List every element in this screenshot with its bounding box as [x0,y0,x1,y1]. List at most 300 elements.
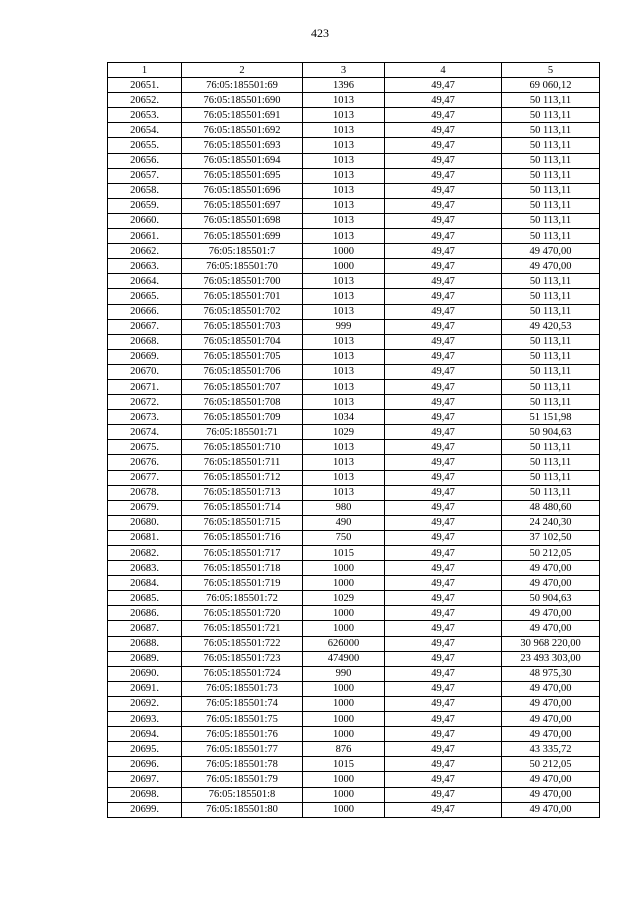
table-row [108,274,600,289]
rate-cell: 49,47 [385,757,502,772]
table-row [108,530,600,545]
rate-cell: 49,47 [385,153,502,168]
row-number-cell: 20655. [108,138,182,153]
column-header: 5 [502,63,600,78]
amount-cell: 49 470,00 [502,576,600,591]
table-row [108,802,600,817]
amount-cell: 50 113,11 [502,93,600,108]
rate-cell: 49,47 [385,772,502,787]
cadastral-number-cell: 76:05:185501:78 [182,757,303,772]
area-cell: 1013 [303,395,385,410]
rate-cell: 49,47 [385,621,502,636]
cadastral-number-cell: 76:05:185501:696 [182,183,303,198]
area-cell: 1013 [303,364,385,379]
row-number-cell: 20693. [108,712,182,727]
amount-cell: 37 102,50 [502,530,600,545]
rate-cell: 49,47 [385,108,502,123]
area-cell: 1013 [303,153,385,168]
area-cell: 1000 [303,561,385,576]
rate-cell: 49,47 [385,681,502,696]
cadastral-number-cell: 76:05:185501:706 [182,364,303,379]
area-cell: 876 [303,742,385,757]
area-cell: 1013 [303,485,385,500]
row-number-cell: 20662. [108,244,182,259]
cadastral-number-cell: 76:05:185501:698 [182,213,303,228]
amount-cell: 50 113,11 [502,229,600,244]
amount-cell: 49 470,00 [502,621,600,636]
cadastral-number-cell: 76:05:185501:690 [182,93,303,108]
area-cell: 750 [303,530,385,545]
table-row [108,123,600,138]
rate-cell: 49,47 [385,334,502,349]
amount-cell: 50 212,05 [502,757,600,772]
row-number-cell: 20671. [108,379,182,394]
rate-cell: 49,47 [385,425,502,440]
row-number-cell: 20696. [108,757,182,772]
table-row [108,576,600,591]
row-number-cell: 20687. [108,621,182,636]
area-cell: 1013 [303,183,385,198]
table-row [108,606,600,621]
table-row [108,213,600,228]
table-row [108,561,600,576]
rate-cell: 49,47 [385,787,502,802]
rate-cell: 49,47 [385,546,502,561]
rate-cell: 49,47 [385,123,502,138]
row-number-cell: 20695. [108,742,182,757]
amount-cell: 50 113,11 [502,455,600,470]
table-row [108,78,600,93]
cadastral-number-cell: 76:05:185501:718 [182,561,303,576]
area-cell: 1000 [303,727,385,742]
amount-cell: 49 470,00 [502,712,600,727]
cadastral-number-cell: 76:05:185501:720 [182,606,303,621]
cadastral-number-cell: 76:05:185501:704 [182,334,303,349]
table-row [108,349,600,364]
amount-cell: 50 113,11 [502,440,600,455]
row-number-cell: 20680. [108,515,182,530]
amount-cell: 48 480,60 [502,500,600,515]
row-number-cell: 20689. [108,651,182,666]
amount-cell: 50 113,11 [502,108,600,123]
amount-cell: 50 113,11 [502,395,600,410]
table-row [108,787,600,802]
cadastral-number-cell: 76:05:185501:71 [182,425,303,440]
table-row [108,319,600,334]
cadastral-number-cell: 76:05:185501:79 [182,772,303,787]
cadastral-number-cell: 76:05:185501:710 [182,440,303,455]
row-number-cell: 20668. [108,334,182,349]
rate-cell: 49,47 [385,395,502,410]
table-row [108,304,600,319]
rate-cell: 49,47 [385,651,502,666]
row-number-cell: 20661. [108,229,182,244]
table-row [108,712,600,727]
table-row [108,138,600,153]
cadastral-number-cell: 76:05:185501:717 [182,546,303,561]
amount-cell: 49 470,00 [502,787,600,802]
row-number-cell: 20674. [108,425,182,440]
table-row [108,289,600,304]
rate-cell: 49,47 [385,364,502,379]
amount-cell: 49 470,00 [502,802,600,817]
cadastral-number-cell: 76:05:185501:712 [182,470,303,485]
row-number-cell: 20654. [108,123,182,138]
cadastral-number-cell: 76:05:185501:699 [182,229,303,244]
amount-cell: 48 975,30 [502,666,600,681]
cadastral-number-cell: 76:05:185501:695 [182,168,303,183]
cadastral-number-cell: 76:05:185501:7 [182,244,303,259]
row-number-cell: 20690. [108,666,182,681]
column-header: 2 [182,63,303,78]
amount-cell: 49 470,00 [502,244,600,259]
cadastral-number-cell: 76:05:185501:708 [182,395,303,410]
cadastral-number-cell: 76:05:185501:715 [182,515,303,530]
area-cell: 1013 [303,229,385,244]
amount-cell: 50 113,11 [502,198,600,213]
table-row [108,168,600,183]
rate-cell: 49,47 [385,485,502,500]
amount-cell: 49 470,00 [502,259,600,274]
area-cell: 490 [303,515,385,530]
cadastral-number-cell: 76:05:185501:724 [182,666,303,681]
amount-cell: 49 470,00 [502,696,600,711]
rate-cell: 49,47 [385,138,502,153]
amount-cell: 30 968 220,00 [502,636,600,651]
table-row [108,636,600,651]
amount-cell: 50 113,11 [502,213,600,228]
area-cell: 1000 [303,712,385,727]
cadastral-number-cell: 76:05:185501:693 [182,138,303,153]
amount-cell: 49 470,00 [502,561,600,576]
rate-cell: 49,47 [385,530,502,545]
row-number-cell: 20659. [108,198,182,213]
column-header: 3 [303,63,385,78]
table-row [108,546,600,561]
table-row [108,515,600,530]
area-cell: 1013 [303,213,385,228]
row-number-cell: 20681. [108,530,182,545]
table-row [108,198,600,213]
area-cell: 980 [303,500,385,515]
area-cell: 1034 [303,410,385,425]
amount-cell: 50 113,11 [502,485,600,500]
area-cell: 1013 [303,123,385,138]
rate-cell: 49,47 [385,636,502,651]
row-number-cell: 20691. [108,681,182,696]
area-cell: 1013 [303,334,385,349]
amount-cell: 50 113,11 [502,304,600,319]
row-number-cell: 20652. [108,93,182,108]
row-number-cell: 20665. [108,289,182,304]
area-cell: 1396 [303,78,385,93]
row-number-cell: 20660. [108,213,182,228]
amount-cell: 49 470,00 [502,606,600,621]
rate-cell: 49,47 [385,289,502,304]
area-cell: 1013 [303,304,385,319]
amount-cell: 23 493 303,00 [502,651,600,666]
area-cell: 1013 [303,274,385,289]
cadastral-number-cell: 76:05:185501:709 [182,410,303,425]
row-number-cell: 20663. [108,259,182,274]
amount-cell: 49 420,53 [502,319,600,334]
row-number-cell: 20672. [108,395,182,410]
row-number-cell: 20657. [108,168,182,183]
cadastral-number-cell: 76:05:185501:711 [182,455,303,470]
rate-cell: 49,47 [385,576,502,591]
cadastral-number-cell: 76:05:185501:80 [182,802,303,817]
table-row [108,334,600,349]
rate-cell: 49,47 [385,93,502,108]
table-row [108,183,600,198]
row-number-cell: 20686. [108,606,182,621]
amount-cell: 50 113,11 [502,379,600,394]
table-row [108,410,600,425]
cadastral-number-cell: 76:05:185501:694 [182,153,303,168]
amount-cell: 49 470,00 [502,727,600,742]
area-cell: 1013 [303,440,385,455]
rate-cell: 49,47 [385,561,502,576]
rate-cell: 49,47 [385,78,502,93]
row-number-cell: 20678. [108,485,182,500]
rate-cell: 49,47 [385,183,502,198]
row-number-cell: 20698. [108,787,182,802]
rate-cell: 49,47 [385,274,502,289]
amount-cell: 69 060,12 [502,78,600,93]
row-number-cell: 20692. [108,696,182,711]
amount-cell: 50 904,63 [502,425,600,440]
amount-cell: 50 113,11 [502,123,600,138]
area-cell: 1015 [303,757,385,772]
amount-cell: 50 113,11 [502,153,600,168]
rate-cell: 49,47 [385,606,502,621]
cadastral-number-cell: 76:05:185501:697 [182,198,303,213]
cadastral-number-cell: 76:05:185501:705 [182,349,303,364]
amount-cell: 50 212,05 [502,546,600,561]
table-row [108,153,600,168]
row-number-cell: 20699. [108,802,182,817]
cadastral-number-cell: 76:05:185501:72 [182,591,303,606]
cadastral-number-cell: 76:05:185501:74 [182,696,303,711]
area-cell: 1000 [303,606,385,621]
row-number-cell: 20667. [108,319,182,334]
row-number-cell: 20688. [108,636,182,651]
cadastral-number-cell: 76:05:185501:701 [182,289,303,304]
table-row [108,485,600,500]
row-number-cell: 20685. [108,591,182,606]
page-number: 423 [311,26,329,40]
rate-cell: 49,47 [385,349,502,364]
table-row [108,681,600,696]
area-cell: 999 [303,319,385,334]
table-row [108,696,600,711]
rate-cell: 49,47 [385,244,502,259]
rate-cell: 49,47 [385,259,502,274]
row-number-cell: 20670. [108,364,182,379]
row-number-cell: 20676. [108,455,182,470]
amount-cell: 49 470,00 [502,681,600,696]
table-row [108,727,600,742]
area-cell: 1000 [303,696,385,711]
rate-cell: 49,47 [385,500,502,515]
cadastral-number-cell: 76:05:185501:716 [182,530,303,545]
table-row [108,108,600,123]
cadastral-number-cell: 76:05:185501:722 [182,636,303,651]
table-body [108,78,600,818]
row-number-cell: 20683. [108,561,182,576]
table-row [108,244,600,259]
cadastral-number-cell: 76:05:185501:703 [182,319,303,334]
row-number-cell: 20653. [108,108,182,123]
table-row [108,93,600,108]
amount-cell: 50 113,11 [502,183,600,198]
row-number-cell: 20669. [108,349,182,364]
cadastral-number-cell: 76:05:185501:70 [182,259,303,274]
column-header: 4 [385,63,502,78]
amount-cell: 50 113,11 [502,168,600,183]
cadastral-number-cell: 76:05:185501:723 [182,651,303,666]
area-cell: 1013 [303,108,385,123]
rate-cell: 49,47 [385,666,502,681]
table-row [108,395,600,410]
row-number-cell: 20682. [108,546,182,561]
area-cell: 1013 [303,168,385,183]
rate-cell: 49,47 [385,213,502,228]
cadastral-number-cell: 76:05:185501:73 [182,681,303,696]
amount-cell: 50 113,11 [502,289,600,304]
table-row [108,621,600,636]
area-cell: 1013 [303,455,385,470]
area-cell: 1000 [303,621,385,636]
amount-cell: 50 904,63 [502,591,600,606]
rate-cell: 49,47 [385,696,502,711]
cadastral-number-cell: 76:05:185501:76 [182,727,303,742]
table-row [108,425,600,440]
row-number-cell: 20673. [108,410,182,425]
amount-cell: 50 113,11 [502,138,600,153]
rate-cell: 49,47 [385,319,502,334]
area-cell: 474900 [303,651,385,666]
cadastral-number-cell: 76:05:185501:707 [182,379,303,394]
area-cell: 1000 [303,772,385,787]
table-row [108,379,600,394]
amount-cell: 50 113,11 [502,274,600,289]
table-row [108,470,600,485]
amount-cell: 50 113,11 [502,334,600,349]
rate-cell: 49,47 [385,802,502,817]
row-number-cell: 20679. [108,500,182,515]
row-number-cell: 20651. [108,78,182,93]
amount-cell: 43 335,72 [502,742,600,757]
area-cell: 1013 [303,198,385,213]
row-number-cell: 20658. [108,183,182,198]
cadastral-number-cell: 76:05:185501:719 [182,576,303,591]
cadastral-number-cell: 76:05:185501:69 [182,78,303,93]
cadastral-number-cell: 76:05:185501:691 [182,108,303,123]
rate-cell: 49,47 [385,229,502,244]
table-row [108,742,600,757]
table-row [108,364,600,379]
table-row [108,757,600,772]
rate-cell: 49,47 [385,198,502,213]
rate-cell: 49,47 [385,470,502,485]
amount-cell: 51 151,98 [502,410,600,425]
rate-cell: 49,47 [385,440,502,455]
rate-cell: 49,47 [385,712,502,727]
area-cell: 626000 [303,636,385,651]
area-cell: 1013 [303,379,385,394]
column-header: 1 [108,63,182,78]
data-table [107,62,600,818]
amount-cell: 50 113,11 [502,349,600,364]
rate-cell: 49,47 [385,168,502,183]
area-cell: 1015 [303,546,385,561]
rate-cell: 49,47 [385,515,502,530]
cadastral-number-cell: 76:05:185501:702 [182,304,303,319]
rate-cell: 49,47 [385,379,502,394]
rate-cell: 49,47 [385,455,502,470]
row-number-cell: 20694. [108,727,182,742]
row-number-cell: 20677. [108,470,182,485]
row-number-cell: 20684. [108,576,182,591]
area-cell: 1029 [303,591,385,606]
area-cell: 1013 [303,93,385,108]
table-row [108,772,600,787]
area-cell: 1013 [303,138,385,153]
area-cell: 1000 [303,244,385,259]
cadastral-number-cell: 76:05:185501:8 [182,787,303,802]
area-cell: 1000 [303,787,385,802]
rate-cell: 49,47 [385,742,502,757]
table-row [108,651,600,666]
area-cell: 1000 [303,681,385,696]
table-row [108,666,600,681]
cadastral-number-cell: 76:05:185501:713 [182,485,303,500]
area-cell: 1013 [303,470,385,485]
table-row [108,500,600,515]
area-cell: 1000 [303,802,385,817]
row-number-cell: 20666. [108,304,182,319]
table-row [108,259,600,274]
area-cell: 1000 [303,259,385,274]
area-cell: 990 [303,666,385,681]
table-row [108,229,600,244]
rate-cell: 49,47 [385,591,502,606]
cadastral-number-cell: 76:05:185501:714 [182,500,303,515]
area-cell: 1000 [303,576,385,591]
area-cell: 1029 [303,425,385,440]
cadastral-number-cell: 76:05:185501:700 [182,274,303,289]
rate-cell: 49,47 [385,304,502,319]
row-number-cell: 20664. [108,274,182,289]
table-header-row [108,63,600,78]
row-number-cell: 20697. [108,772,182,787]
cadastral-number-cell: 76:05:185501:721 [182,621,303,636]
cadastral-number-cell: 76:05:185501:77 [182,742,303,757]
table-row [108,455,600,470]
cadastral-number-cell: 76:05:185501:75 [182,712,303,727]
row-number-cell: 20675. [108,440,182,455]
amount-cell: 50 113,11 [502,364,600,379]
amount-cell: 49 470,00 [502,772,600,787]
table-row [108,440,600,455]
cadastral-number-cell: 76:05:185501:692 [182,123,303,138]
amount-cell: 24 240,30 [502,515,600,530]
rate-cell: 49,47 [385,727,502,742]
area-cell: 1013 [303,349,385,364]
table-row [108,591,600,606]
amount-cell: 50 113,11 [502,470,600,485]
